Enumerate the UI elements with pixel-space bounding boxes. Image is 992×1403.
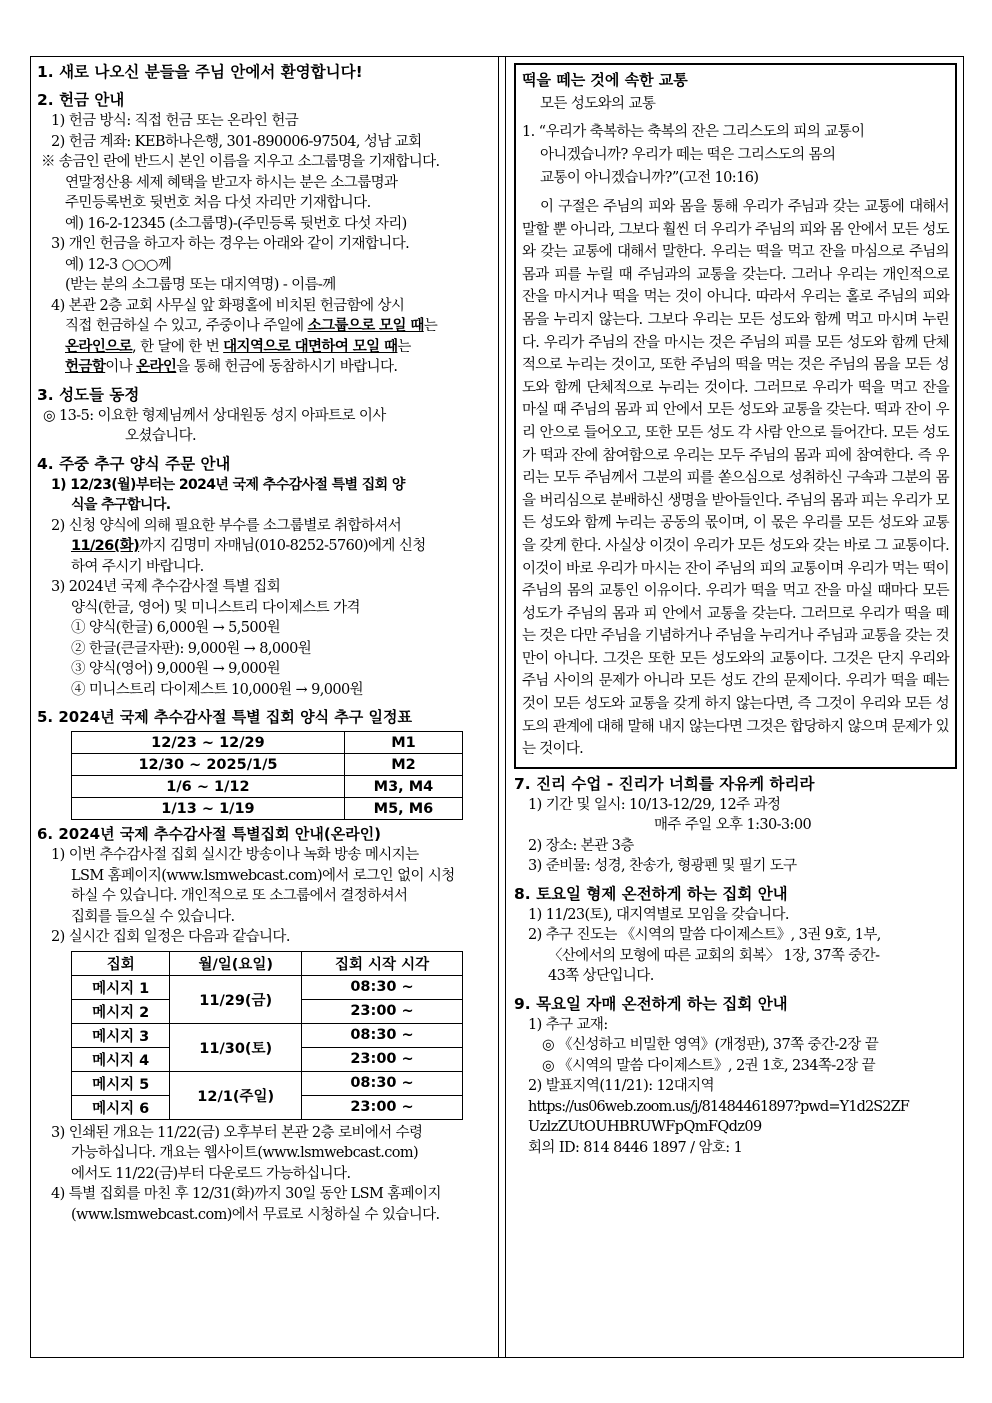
table-row xyxy=(72,776,463,798)
table-cell: 메시지 2 xyxy=(72,999,170,1023)
offering-note-line: 연말정산용 세제 혜택을 받고자 하시는 분은 소그룹명과 xyxy=(65,174,398,191)
offering-box-line: 헌금함이나 온라인을 통해 헌금에 동참하시기 바랍니다. xyxy=(65,359,398,375)
table-cell: 23:00 ~ xyxy=(302,999,463,1023)
brothers-pursuit: 2) 추구 진도는 《시역의 말씀 다이제스트》, 3권 9호, 1부, xyxy=(528,927,881,944)
table-cell: 12/30 ~ 2025/1/5 xyxy=(72,754,345,776)
live-schedule-intro: 2) 실시간 집회 일정은 다음과 같습니다. xyxy=(51,929,290,945)
table-cell: M1 xyxy=(344,732,462,754)
table-cell: 08:30 ~ xyxy=(302,1023,463,1047)
section-9-title: 9. 목요일 자매 온전하게 하는 집회 안내 xyxy=(514,994,788,1013)
table-cell: 11/30(토) xyxy=(170,1023,302,1071)
offering-example: 예) 16-2-12345 (소그룹명)-(주민등록 뒷번호 다섯 자리) xyxy=(65,215,407,232)
table-cell: M3, M4 xyxy=(344,776,462,798)
column-header: 집회 xyxy=(72,951,170,975)
table-cell: 12/1(주일) xyxy=(170,1071,302,1119)
brothers-meeting: 1) 11/23(토), 대지역별로 모임을 갖습니다. xyxy=(528,906,789,923)
scripture-quote-line: 교통이 아니겠습니까?”(고전 10:16) xyxy=(540,170,759,186)
price-heading-line: 양식(한글, 영어) 및 미니스트리 다이제스트 가격 xyxy=(71,599,360,616)
reading-body: 이 구절은 주님의 피와 몸을 통해 우리가 주님과 갖는 교통에 대해서 말할 뿐 아니라, 그보다 훨씬 더 우리가 주님의 피와 몸 안에서 모든 성도와 갖는 교통에 대해서 말한다. 우리는 떡을 먹고 잔을 마심으로 주님의 몸과 피를 누릴 때 주님과의 교통을 갖는다. 그러나 우리는 개인적으로 잔을 마시거나 떡을 먹는 것이 아니다. 따라서 우리는 홀로 주님의 피와 몸을 누리지 않는다. 그보다 우리는 모든 성도와 함께 먹고 마시며 누린다. 우리가 주님의 잔을 마시는 것은 주님의 피를 모든 성도와 함께 단체적으로 누리는 것이고, 또한 주님의 떡을 먹는 것은 주님의 몸을 모든 성도와 함께 단체적으로 누리는 것이다. 그러므로 우리가 떡을 먹고 잔을 마실 때 주님의 몸과 피 안에서 모든 성도와 교통을 갖는다. 떡과 잔이 우리 안으로 들어오고, 또한 모든 성도 각 사람 안으로 들어간다. 모든 성도가 떡과 잔에 참여함으로 우리는 모두 주님의 몸과 피에 참여한다. 즉 우리는 모두 주님께서 그분의 피를 쏟으심으로 성취하신 구속과 그분의 몸을 버리심으로 분배하신 생명을 받아들인다. 주님의 몸과 피는 우리가 모든 성도와 함께 누리는 공동의 몫이며, 이 몫은 우리를 모든 성도와 교통을 갖게 한다. 사실상 이것이 우리가 모든 성도와 갖는 바로 그 교통이다. 이것이 바로 우리가 마시는 잔이 주님의 피의 교통이며 우리가 먹는 떡이 주님의 몸의 교통인 이유이다. 우리가 떡을 먹고 잔을 마실 때마다 모든 성도가 주님의 몸과 피 안에서 교통을 갖는다. 그러므로 우리가 떡을 떼는 것은 다만 주님을 기념하거나 주님을 누리거나 주님과 교통을 갖는 것만이 아니다. 그것은 또한 모든 성도와의 교통이다. 그것은 단지 우리와 주님 사이의 문제가 아니라 모든 성도 간의 문제이다. 우리가 떡을 떼는 것이 모든 성도와 교통을 갖게 하지 않는다면, 즉 그것이 우리와 모든 성도의 관계에 대해 말해 내지 않는다면 그것은 합당하지 않으며 문제가 있는 것이다. xyxy=(522,199,949,758)
table-cell: 23:00 ~ xyxy=(302,1095,463,1119)
price-item: ① 양식(한글) 6,000원 → 5,500원 xyxy=(71,620,281,636)
brothers-pursuit-line: 〈산에서의 모형에 따른 교회의 회복〉 1장, 37쪽 중간- xyxy=(548,947,880,964)
offering-box: 4) 본관 2층 교회 사무실 앞 화평홀에 비치된 헌금함에 상시 xyxy=(51,297,405,314)
personal-offering-format: (받는 분의 소그룹명 또는 대지역명) - 이름-께 xyxy=(65,277,336,293)
price-item: ④ 미니스트리 다이제스트 10,000원 → 9,000원 xyxy=(71,681,364,698)
table-row xyxy=(72,798,463,820)
table-cell: 08:30 ~ xyxy=(302,975,463,999)
offering-account: 2) 헌금 계좌: KEB하나은행, 301-890006-97504, 성남 교회 xyxy=(51,133,422,150)
zoom-link-line[interactable]: UzlzZUtOUHBRUWFpQmFQdz09 xyxy=(528,1119,762,1136)
price-item: ② 한글(큰글자판): 9,000원 → 8,000원 xyxy=(71,640,312,657)
offering-note-line: 주민등록번호 뒷번호 처음 다섯 자리만 기재합니다. xyxy=(65,195,371,211)
online-info-line: 하실 수 있습니다. 개인적으로 또 소그룹에서 결정하셔서 xyxy=(71,888,408,904)
order-request: 2) 신청 양식에 의해 필요한 부수를 소그룹별로 취합하셔서 xyxy=(51,517,402,534)
offering-method: 1) 헌금 방식: 직접 헌금 또는 온라인 헌금 xyxy=(51,113,299,129)
online-info: 1) 이번 추수감사절 집회 실시간 방송이나 녹화 방송 메시지는 xyxy=(51,847,419,863)
table-row xyxy=(72,975,463,999)
section-5-title: 5. 2024년 국제 추수감사절 특별 집회 양식 추구 일정표 xyxy=(37,708,412,726)
reading-subtitle: 모든 성도와의 교통 xyxy=(540,96,656,112)
personal-offering-example: 예) 12-3 ○○○께 xyxy=(65,256,172,273)
table-cell: 메시지 3 xyxy=(72,1023,170,1047)
section-8-title: 8. 토요일 형제 온전하게 하는 집회 안내 xyxy=(514,884,788,903)
outline-info-line: 에서도 11/22(금)부터 다운로드 가능하십니다. xyxy=(71,1165,351,1182)
table-cell: 메시지 1 xyxy=(72,975,170,999)
scripture-quote-line: 아니겠습니까? 우리가 떼는 떡은 그리스도의 몸의 xyxy=(540,147,836,163)
table-cell: 23:00 ~ xyxy=(302,1047,463,1071)
scripture-quote: 1. “우리가 축복하는 축복의 잔은 그리스도의 피의 교통이 xyxy=(522,124,865,140)
outline-info-line: 가능하십니다. 개요는 웹사이트(www.lsmwebcast.com) xyxy=(71,1145,419,1161)
class-place: 2) 장소: 본관 3층 xyxy=(528,837,634,854)
left-column xyxy=(31,57,499,1357)
reading-box xyxy=(514,63,957,769)
live-schedule-table xyxy=(71,951,463,1120)
class-time: 매주 주일 오후 1:30-3:00 xyxy=(654,817,812,834)
price-heading: 3) 2024년 국제 추수감사절 특별 집회 xyxy=(51,579,281,595)
brothers-pursuit-line: 43쪽 상단입니다. xyxy=(548,968,654,985)
offering-note: ※ 송금인 란에 반드시 본인 이름을 지우고 소그룹명을 기재합니다. xyxy=(41,154,440,170)
section-1-title: 1. 새로 나오신 분들을 주님 안에서 환영합니다! xyxy=(37,63,363,81)
replay-info: 4) 특별 집회를 마친 후 12/31(화)까지 30일 동안 LSM 홈페이지 xyxy=(51,1186,441,1202)
table-cell: 1/13 ~ 1/19 xyxy=(72,798,345,820)
table-cell: 메시지 6 xyxy=(72,1095,170,1119)
schedule-table xyxy=(71,731,463,820)
zoom-link[interactable]: https://us06web.zoom.us/j/81484461897?pwd=Y1d2S2ZF xyxy=(528,1098,909,1115)
bulletin-page xyxy=(30,56,964,1358)
order-notice-line: 식을 추구합니다. xyxy=(71,497,171,513)
order-deadline: 11/26(화)까지 김명미 자매님(010-8252-5760)에게 신청 xyxy=(71,538,426,554)
online-info-line: LSM 홈페이지(www.lsmwebcast.com)에서 로그인 없이 시청 xyxy=(71,867,455,884)
section-3-title: 3. 성도들 동정 xyxy=(37,385,140,404)
sisters-material-item: ◎ 《시역의 말씀 다이제스트》, 2권 1호, 234쪽-2장 끝 xyxy=(542,1057,876,1074)
table-cell: 메시지 5 xyxy=(72,1071,170,1095)
table-cell: 08:30 ~ xyxy=(302,1071,463,1095)
offering-box-line: 직접 헌금하실 수 있고, 주중이나 주일에 소그룹으로 모일 때는 xyxy=(65,318,438,334)
offering-box-line: 온라인으로, 한 달에 한 번 대지역으로 대면하여 모일 때는 xyxy=(65,338,411,355)
table-header-row xyxy=(72,951,463,975)
table-row xyxy=(72,1023,463,1047)
section-2-title: 2. 헌금 안내 xyxy=(37,91,125,109)
table-cell: M2 xyxy=(344,754,462,776)
reading-title: 떡을 떼는 것에 속한 교통 xyxy=(522,71,688,89)
replay-info-line: (www.lsmwebcast.com)에서 무료로 시청하실 수 있습니다. xyxy=(71,1206,440,1223)
order-notice: 1) 12/23(월)부터는 2024년 국제 추수감사절 특별 집회 양 xyxy=(51,476,405,493)
section-4-title: 4. 주중 추구 양식 주문 안내 xyxy=(37,454,231,473)
personal-offering: 3) 개인 헌금을 하고자 하는 경우는 아래와 같이 기재합니다. xyxy=(51,236,410,252)
table-cell: M5, M6 xyxy=(344,798,462,820)
price-item: ③ 양식(영어) 9,000원 → 9,000원 xyxy=(71,661,281,677)
saints-news-line: 오셨습니다. xyxy=(125,428,197,444)
table-cell: 1/6 ~ 1/12 xyxy=(72,776,345,798)
sisters-material-item: ◎ 《신성하고 비밀한 영역》(개정판), 37쪽 중간-2장 끝 xyxy=(542,1037,879,1054)
table-row xyxy=(72,732,463,754)
table-cell: 11/29(금) xyxy=(170,975,302,1023)
table-row xyxy=(72,1071,463,1095)
outline-info: 3) 인쇄된 개요는 11/22(금) 오후부터 본관 2층 로비에서 수령 xyxy=(51,1124,423,1141)
sisters-presenter: 2) 발표지역(11/21): 12대지역 xyxy=(528,1078,714,1095)
section-7-title: 7. 진리 수업 - 진리가 너희를 자유케 하리라 xyxy=(514,774,815,793)
saints-news: ◎ 13-5: 이요한 형제님께서 상대원동 성지 아파트로 이사 xyxy=(43,407,386,424)
right-column xyxy=(505,57,965,1357)
order-request-line: 하여 주시기 바랍니다. xyxy=(71,558,204,575)
section-6-title: 6. 2024년 국제 추수감사절 특별집회 안내(온라인) xyxy=(37,825,382,843)
meeting-id: 회의 ID: 814 8446 1897 / 암호: 1 xyxy=(528,1139,743,1156)
sisters-material: 1) 추구 교재: xyxy=(528,1016,608,1033)
table-cell: 메시지 4 xyxy=(72,1047,170,1071)
column-header: 월/일(요일) xyxy=(170,951,302,975)
online-info-line: 집회를 들으실 수 있습니다. xyxy=(71,908,235,925)
class-supplies: 3) 준비물: 성경, 찬송가, 형광펜 및 필기 도구 xyxy=(528,858,797,875)
class-period: 1) 기간 및 일시: 10/13-12/29, 12주 과정 xyxy=(528,796,781,813)
table-cell: 12/23 ~ 12/29 xyxy=(72,732,345,754)
column-header: 집회 시작 시각 xyxy=(302,951,463,975)
table-row xyxy=(72,754,463,776)
